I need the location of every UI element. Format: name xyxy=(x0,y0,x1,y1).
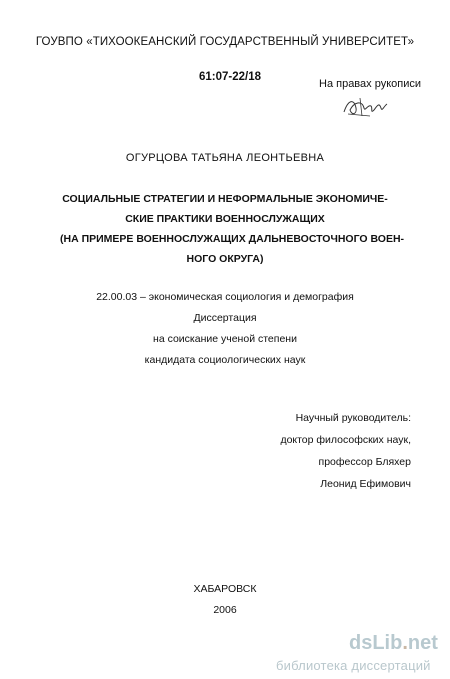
title-line: СОЦИАЛЬНЫЕ СТРАТЕГИИ И НЕФОРМАЛЬНЫЕ ЭКОНОМИЧЕ- xyxy=(62,193,388,205)
specialty-code: 22.00.03 – экономическая социология и демография xyxy=(96,291,354,303)
document-code: 61:07-22/18 xyxy=(199,71,262,83)
degree-name: кандидата социологических наук xyxy=(144,354,306,366)
city: ХАБАРОВСК xyxy=(193,583,257,595)
supervisor-block xyxy=(280,407,411,495)
supervisor-name: Леонид Ефимович xyxy=(320,478,411,490)
dissertation-title xyxy=(60,189,405,269)
supervisor-label: Научный руководитель: xyxy=(295,412,411,424)
year: 2006 xyxy=(213,604,237,616)
title-line: НОГО ОКРУГА) xyxy=(186,253,264,265)
watermark-subtitle: библиотека диссертаций xyxy=(276,658,431,673)
watermark-logo-tld: net xyxy=(407,632,438,654)
supervisor-degree: доктор философских наук, xyxy=(280,434,411,446)
document-type: Диссертация xyxy=(193,312,257,324)
watermark-logo xyxy=(349,632,438,655)
supervisor-title: профессор Бляхер xyxy=(318,456,411,468)
watermark-logo-main: dsLib xyxy=(349,632,403,654)
handwritten-signature xyxy=(340,94,392,120)
title-line: (НА ПРИМЕРЕ ВОЕННОСЛУЖАЩИХ ДАЛЬНЕВОСТОЧНОГО ВОЕН- xyxy=(60,233,405,245)
author-name: ОГУРЦОВА ТАТЬЯНА ЛЕОНТЬЕВНА xyxy=(125,152,325,164)
degree-purpose: на соискание ученой степени xyxy=(153,333,297,345)
organization-name: ГОУВПО «ТИХООКЕАНСКИЙ ГОСУДАРСТВЕННЫЙ УНИВЕРСИТЕТ» xyxy=(35,36,415,48)
title-line: СКИЕ ПРАКТИКИ ВОЕННОСЛУЖАЩИХ xyxy=(125,213,325,225)
manuscript-rights: На правах рукописи xyxy=(319,78,421,90)
degree-info xyxy=(0,287,450,371)
watermark-logo-dot: . xyxy=(402,632,408,654)
